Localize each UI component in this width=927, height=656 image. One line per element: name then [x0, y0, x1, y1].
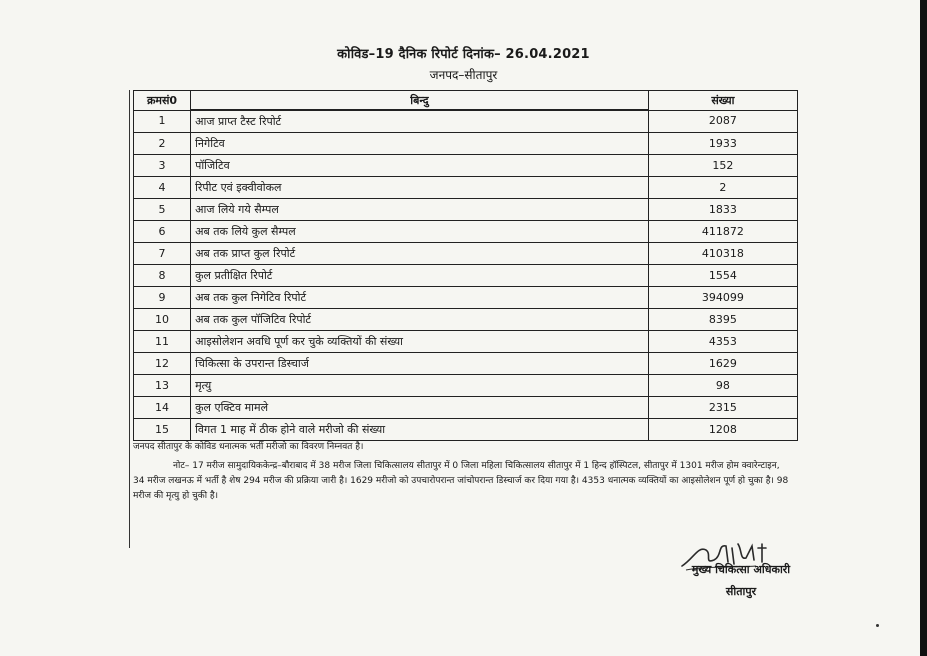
- row-count: 2: [648, 177, 797, 199]
- table-row: [134, 287, 798, 309]
- row-count: 1629: [648, 353, 797, 375]
- row-point: विगत 1 माह में ठीक होने वाले मरीजो की संख्या: [191, 419, 649, 441]
- row-count: 411872: [648, 221, 797, 243]
- row-point: आज प्राप्त टैस्ट रिपोर्ट: [191, 110, 649, 133]
- table-row: [134, 265, 798, 287]
- table-row: [134, 155, 798, 177]
- row-point: मृत्यु: [191, 375, 649, 397]
- row-point: पॉजिटिव: [191, 155, 649, 177]
- table-row: [134, 331, 798, 353]
- table-row: [134, 243, 798, 265]
- row-count: 1208: [648, 419, 797, 441]
- footer-note: नोट– 17 मरीज सामुदायिककेन्द्र–बौराबाद में 38 मरीज जिला चिकित्सालय सीतापुर में 0 जिला महिला चिकित्सालय सीतापुर में 1 हिन्द हॉस्पिटल, सीतापुर में 1301 मरीज होम क्वारेन्टाइन, 34 मरीज लखनऊ में भर्ती है शेष 294 मरीज की प्रक्रिया जारी है। 1629 मरीजो को उपचारोपरान्त जांचोपरान्त डिस्चार्ज कर दिया गया है। 4353 धनात्मक व्यक्तियों का आइसोलेशन पूर्ण हो चुका है। 98 मरीज की मृत्यु हो चुकी है।: [133, 461, 789, 501]
- row-point: कुल प्रतीक्षित रिपोर्ट: [191, 265, 649, 287]
- row-serial: 15: [134, 419, 191, 441]
- table-row: [134, 133, 798, 155]
- table-row: [134, 110, 798, 133]
- row-serial: 5: [134, 199, 191, 221]
- footer-intro: जनपद सीतापुर के कोविड धनात्मक भर्ती मरीजो का विवरण निम्नवत है।: [133, 442, 364, 452]
- header-serial: क्रमसं0: [134, 91, 191, 111]
- table-row: [134, 309, 798, 331]
- signatory-place: सीतापुर: [725, 585, 757, 598]
- row-serial: 4: [134, 177, 191, 199]
- table-row: [134, 419, 798, 441]
- row-count: 152: [648, 155, 797, 177]
- row-count: 1933: [648, 133, 797, 155]
- signatory-designation: मुख्य चिकित्सा अधिकारी: [691, 563, 791, 576]
- row-serial: 14: [134, 397, 191, 419]
- table-row: [134, 199, 798, 221]
- row-count: 98: [648, 375, 797, 397]
- row-serial: 1: [134, 110, 191, 133]
- table-row: [134, 353, 798, 375]
- row-count: 2087: [648, 110, 797, 133]
- row-serial: 6: [134, 221, 191, 243]
- row-serial: 7: [134, 243, 191, 265]
- row-serial: 3: [134, 155, 191, 177]
- row-serial: 9: [134, 287, 191, 309]
- row-point: रिपीट एवं इक्वीवोकल: [191, 177, 649, 199]
- row-point: कुल एक्टिव मामले: [191, 397, 649, 419]
- row-point: अब तक कुल पॉजिटिव रिपोर्ट: [191, 309, 649, 331]
- row-serial: 8: [134, 265, 191, 287]
- row-serial: 13: [134, 375, 191, 397]
- row-count: 1554: [648, 265, 797, 287]
- row-serial: 2: [134, 133, 191, 155]
- row-point: आइसोलेशन अवधि पूर्ण कर चुके व्यक्तियों की संख्या: [191, 331, 649, 353]
- row-count: 410318: [648, 243, 797, 265]
- district-label: जनपद–सीतापुर: [429, 68, 498, 82]
- row-count: 8395: [648, 309, 797, 331]
- speck: [876, 624, 879, 627]
- row-serial: 11: [134, 331, 191, 353]
- report-table: [133, 90, 798, 441]
- row-serial: 12: [134, 353, 191, 375]
- row-count: 1833: [648, 199, 797, 221]
- margin-line: [129, 90, 130, 548]
- right-border: [920, 0, 927, 656]
- table-row: [134, 375, 798, 397]
- row-serial: 10: [134, 309, 191, 331]
- row-point: अब तक कुल निगेटिव रिपोर्ट: [191, 287, 649, 309]
- footer-notes: [133, 440, 793, 504]
- table-row: [134, 221, 798, 243]
- header-point: बिन्दु: [191, 91, 649, 111]
- row-point: निगेटिव: [191, 133, 649, 155]
- row-count: 4353: [648, 331, 797, 353]
- row-point: आज लिये गये सैम्पल: [191, 199, 649, 221]
- row-count: 2315: [648, 397, 797, 419]
- table-row: [134, 177, 798, 199]
- report-title: कोविड–19 दैनिक रिपोर्ट दिनांक– 26.04.2021: [337, 47, 590, 62]
- row-point: अब तक लिये कुल सैम्पल: [191, 221, 649, 243]
- table-header-row: [134, 91, 798, 111]
- row-count: 394099: [648, 287, 797, 309]
- row-point: अब तक प्राप्त कुल रिपोर्ट: [191, 243, 649, 265]
- header-count: संख्या: [648, 91, 797, 111]
- table-row: [134, 397, 798, 419]
- row-point: चिकित्सा के उपरान्त डिस्चार्ज: [191, 353, 649, 375]
